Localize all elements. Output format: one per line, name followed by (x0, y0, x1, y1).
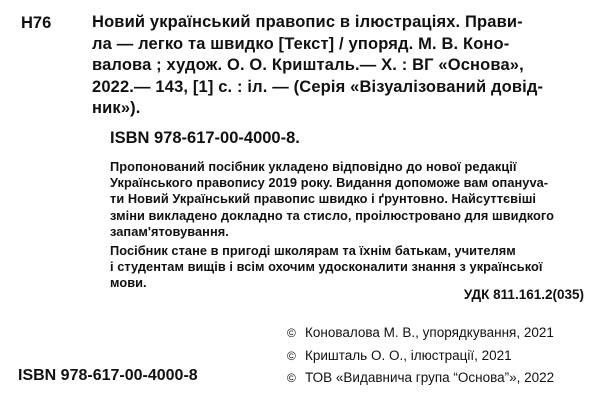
annotation-line: запам'ятовування. (110, 224, 229, 240)
copyright-row (287, 322, 554, 345)
isbn-card: ISBN 978-617-00-4000-8. (110, 128, 300, 147)
copyright-row (287, 367, 554, 390)
author-mark-code: Н76 (21, 14, 52, 32)
annotation-line: Пропонований посібник укладено відповідно до нової редакції (110, 158, 517, 174)
copyright-text: Кришталь О. О., ілюстрації, 2021 (305, 347, 512, 363)
isbn-bottom: ISBN 978-617-00-4000-8 (18, 367, 198, 384)
bibliographic-description (92, 12, 586, 120)
annotation-line: Посібник стане в пригоді школярам та їхнім батькам, учителям (110, 242, 516, 258)
annotation-line: і студентам вищів і всім охочим удосконалити знання з української (110, 258, 543, 274)
description-line: ник»). (92, 99, 141, 117)
annotation-line: мови. (110, 275, 147, 291)
copyright-icon: © (287, 371, 296, 385)
copyright-icon: © (287, 348, 296, 363)
copyright-icon: © (287, 326, 296, 340)
description-line: Новий український правопис в ілюстраціях. Прави- (92, 13, 523, 31)
catalog-card-header (18, 12, 586, 120)
copyright-row (287, 345, 554, 368)
description-line: валова ; худож. О. О. Кришталь.— Х. : ВГ «Основа», (92, 56, 524, 74)
udk-classification: УДК 811.161.2(035) (463, 287, 584, 302)
copyright-text: Коновалова М. В., упорядкування, 2021 (305, 325, 554, 340)
annotation-text (110, 159, 586, 292)
annotation-paragraph-1 (110, 159, 586, 241)
annotation-line: зміни викладено докладно та стисло, проілюстровано для швидкого (110, 207, 554, 223)
annotation-line: Українського правопису 2019 року. Видання допоможе вам опануva- (110, 174, 549, 190)
annotation-line: ти Новий Український правопис швидко і ґрунтовно. Найсуттєвіші (110, 191, 537, 207)
description-line: 2022.— 143, [1] с. : іл. — (Серія «Візуалізований довід- (92, 77, 544, 96)
annotation-paragraph-2 (110, 243, 586, 292)
copyright-block (287, 322, 554, 390)
description-line: ла — легко та швидко [Текст] / упоряд. М. В. Коно- (92, 34, 510, 53)
copyright-text: ТОВ «Видавнича група “Основа”», 2022 (305, 370, 555, 385)
